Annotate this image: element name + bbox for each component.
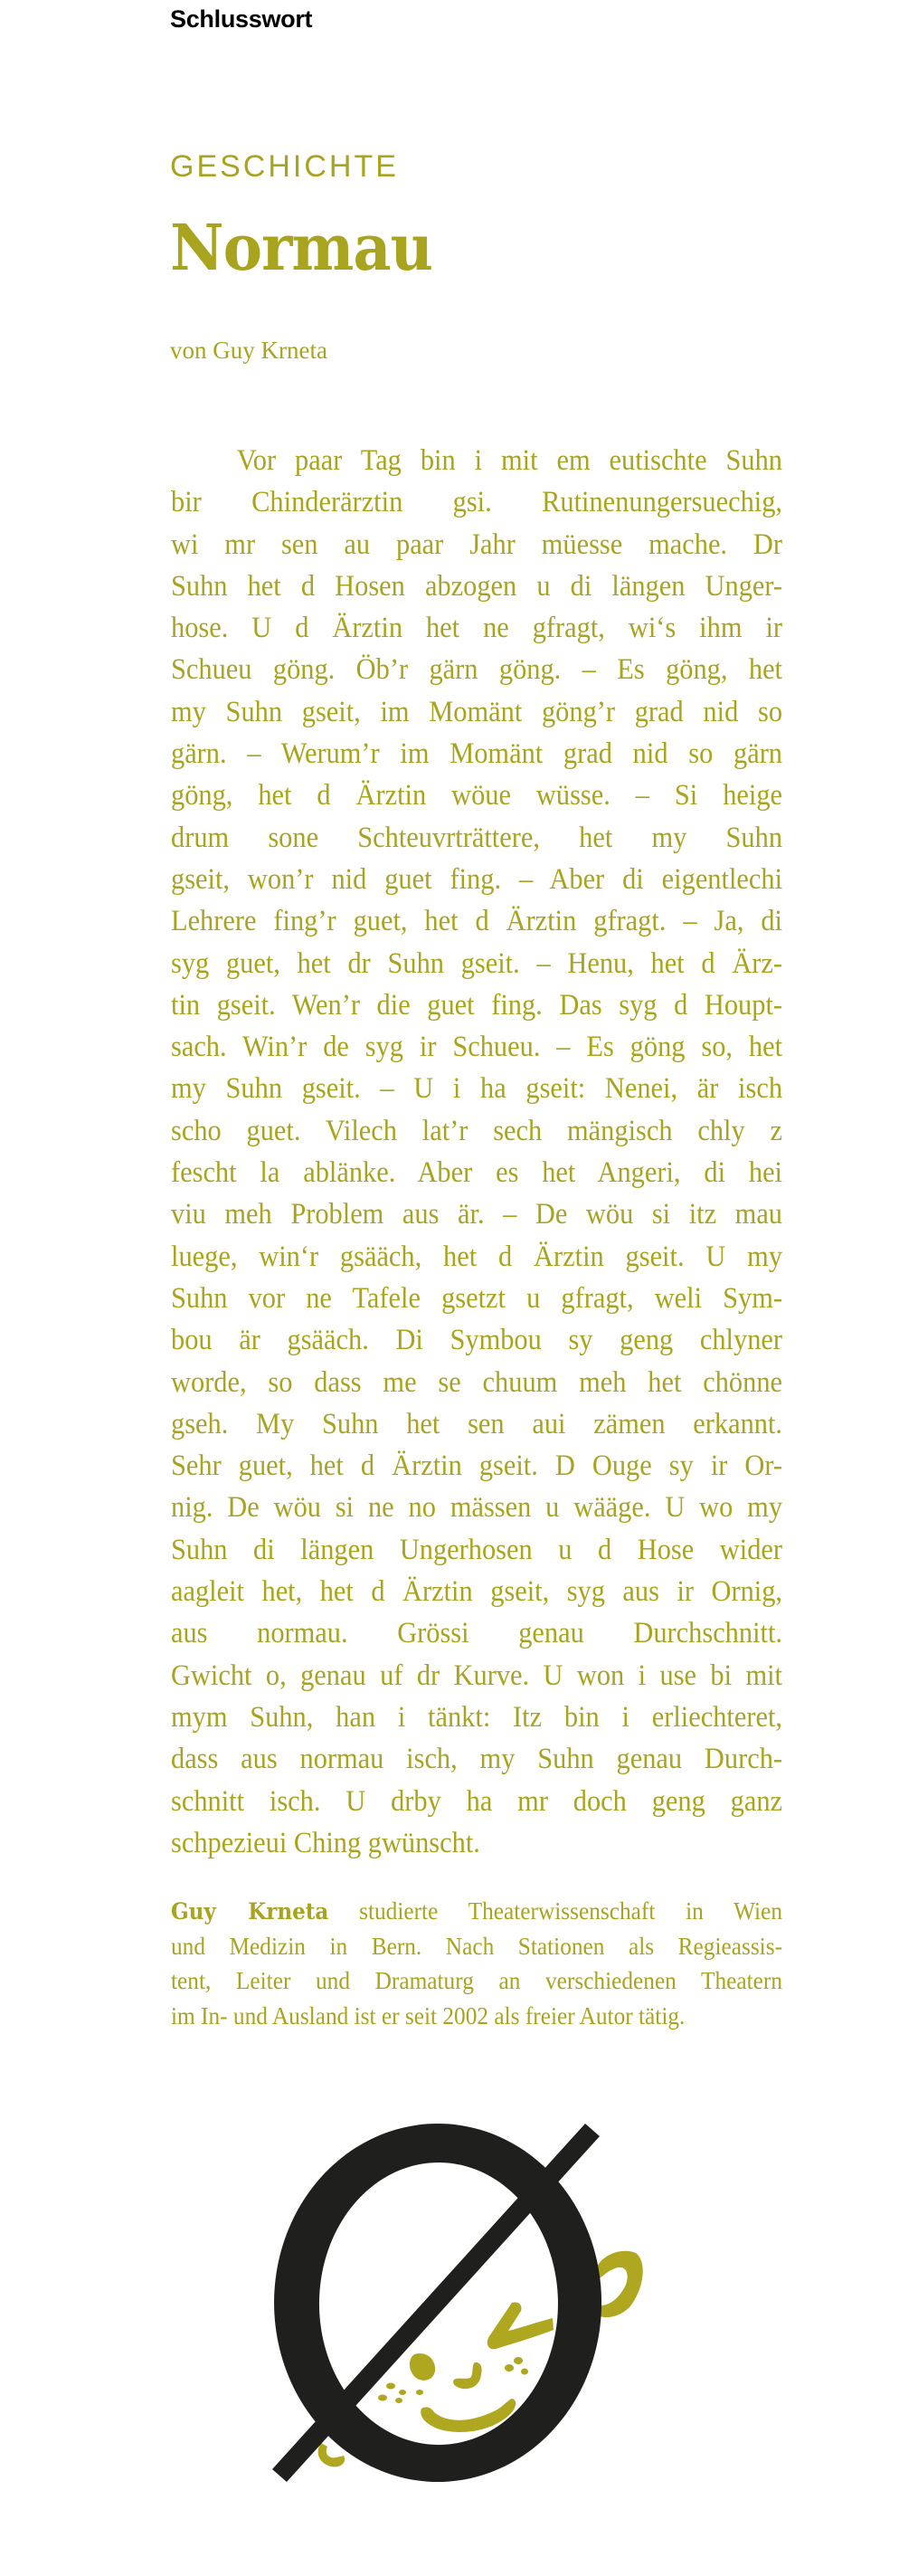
body-line [171,1612,782,1654]
freckle-icon [505,2364,514,2372]
body-line-text: my Suhn gseit, im Momänt göng’r grad nid so [171,695,783,728]
body-line [171,1236,782,1278]
body-line [171,1152,782,1193]
body-line-text: gärn. – Werum’r im Momänt grad nid so gärn [171,737,783,771]
body-line-text: Suhn het d Hosen abzogen u di längen Unger- [171,569,783,603]
slashed-o-face-illustration [244,2108,678,2506]
body-line-text: Schueu göng. Öb’r gärn göng. – Es göng, het [171,653,783,687]
author-name: Guy Krneta [171,1898,329,1925]
bio-line [171,1963,782,1999]
body-line [171,1362,782,1403]
body-line [171,1655,782,1697]
body-line-text: aagleit het, het d Ärztin gseit, syg aus ir Ornig, [171,1575,783,1609]
body-line [171,524,782,566]
article-kicker: GESCHICHTE [170,149,399,184]
freckle-icon [399,2390,406,2395]
body-line [171,1068,782,1109]
right-ear-icon [597,2251,643,2317]
bio-line-text [171,1894,782,1930]
body-line [171,691,782,733]
body-line [171,1822,782,1864]
article-body [171,440,782,1864]
body-line [171,649,782,690]
body-line-text: viu meh Problem aus är. – De wöu si itz mau [171,1198,783,1231]
freckle-icon [395,2398,402,2403]
freckle-icon [378,2395,387,2401]
body-line-text: gseit, won’r nid guet fing. – Aber di eigentlechi [171,862,783,896]
body-line [171,1571,782,1612]
section-label: Schlusswort [170,5,313,33]
body-line-text: schnitt isch. U drby ha mr doch geng ganz [171,1784,783,1818]
freckle-icon [514,2357,523,2364]
bio-line-text: im In- und Ausland ist er seit 2002 als freier Autor tätig. [171,2001,686,2029]
body-line-text: hose. U d Ärztin het ne gfragt, wi‘s ihm ir [171,612,783,645]
body-line-text: göng, het d Ärztin wöue wüsse. – Si heige [171,779,783,813]
body-line [171,984,782,1026]
body-line [171,1738,782,1780]
bio-line-text: tent, Leiter und Dramaturg an verschiedenen Theatern [171,1966,783,1994]
body-line [171,1697,782,1738]
body-line-text: worde, so dass me se chuum meh het chönne [171,1365,783,1399]
body-line-text: schpezieui Ching gwünscht. [171,1826,480,1859]
body-line-text: mym Suhn, han i tänkt: Itz bin i erliechteret, [171,1700,783,1734]
body-line-text: scho guet. Vilech lat’r sech mängisch chly z [171,1114,783,1147]
body-line [171,1781,782,1822]
body-line [171,1445,782,1487]
body-line [171,1278,782,1319]
body-line-text: Suhn vor ne Tafele gsetzt u gfragt, weli Sym- [171,1281,783,1315]
body-line [171,775,782,816]
body-line-text: wi mr sen au paar Jahr müesse mache. Dr [171,528,783,561]
body-line-text: luege, win‘r gsääch, het d Ärztin gseit. U my [171,1240,783,1273]
body-line [171,1319,782,1361]
body-line [171,481,782,523]
body-line-text: Sehr guet, het d Ärztin gseit. D Ouge sy ir Or- [171,1450,783,1483]
bio-line-text: und Medizin in Bern. Nach Stationen als Regieassis- [171,1931,783,1960]
body-line [171,1529,782,1571]
body-line-text: Lehrere fing’r guet, het d Ärztin gfragt. – Ja, di [171,905,783,938]
body-line-text: dass aus normau isch, my Suhn genau Durch- [171,1743,783,1776]
body-line [171,943,782,984]
body-line [171,900,782,942]
body-line-text: tin gseit. Wen’r die guet fing. Das syg d Houpt- [171,988,783,1022]
body-line [171,440,782,481]
bio-first-line-rest: studierte Theaterwissenschaft in Wien [328,1896,782,1925]
freckle-icon [416,2390,423,2395]
body-line-text: fescht la ablänke. Aber es het Angeri, di hei [171,1156,783,1190]
body-line [171,607,782,649]
article-byline: von Guy Krneta [170,337,327,364]
body-line [171,733,782,775]
body-line-text: Gwicht o, genau uf dr Kurve. U won i use bi mit [171,1659,783,1692]
body-line-text: bou är gsääch. Di Symbou sy geng chlyner [171,1324,783,1357]
eye-icon [410,2353,435,2381]
freckle-icon [521,2369,528,2375]
freckle-icon [386,2383,395,2390]
bio-line [171,1894,782,1929]
body-line [171,1487,782,1528]
body-line [171,1193,782,1235]
body-line-text: sach. Win’r de syg ir Schueu. – Es göng so, het [171,1031,783,1064]
author-bio [171,1894,782,2033]
body-line [171,1026,782,1068]
body-line-text: aus normau. Grössi genau Durchschnitt. [171,1617,783,1650]
body-line-text: drum sone Schteuvrträttere, het my Suhn [171,821,783,854]
bio-line [171,1929,782,1964]
body-line-text: syg guet, het dr Suhn gseit. – Henu, het d Ärz- [171,946,783,980]
body-line-text: nig. De wöu si ne no mässen u wääge. U wo my [171,1491,783,1525]
body-line-text: bir Chinderärztin gsi. Rutinenungersuechig, [171,486,783,519]
body-line [171,859,782,900]
body-line [171,1110,782,1152]
body-line-text: Suhn di längen Ungerhosen u d Hose wider [171,1533,783,1566]
bio-line [171,1999,782,2034]
body-line-text: Vor paar Tag bin i mit em eutischte Suhn [236,444,783,477]
body-line-text: my Suhn gseit. – U i ha gseit: Nenei, är isch [171,1072,783,1106]
body-line [171,566,782,607]
body-line [171,817,782,859]
eyebrow-icon [487,2303,554,2350]
body-line [171,1403,782,1445]
article-title: Normau [170,210,433,285]
wink-icon [453,2362,481,2389]
body-line-text: gseh. My Suhn het sen aui zämen erkannt. [171,1407,783,1440]
